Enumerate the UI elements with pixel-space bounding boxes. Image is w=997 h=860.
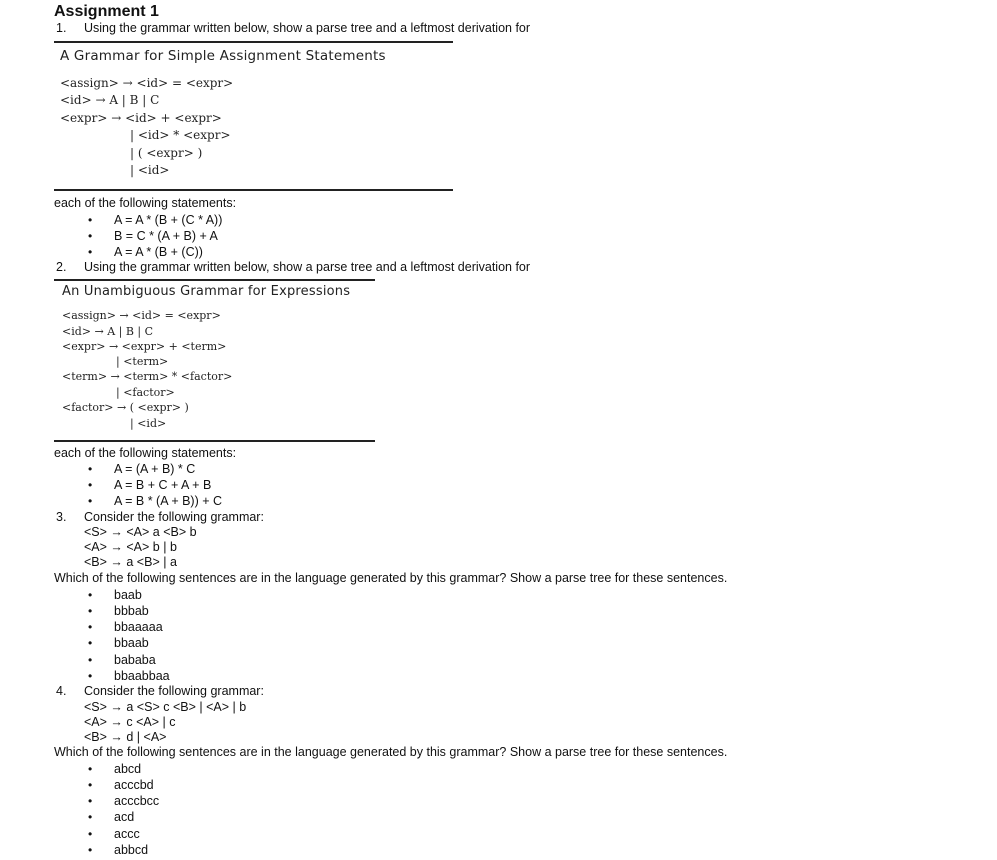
bullet: •	[88, 620, 93, 634]
q1-item: B = C * (A + B) + A	[114, 229, 218, 243]
q4-grammar-line: <B> → d | <A>	[84, 730, 167, 744]
q3-item: bbaab	[114, 636, 149, 650]
bullet: •	[88, 604, 93, 618]
q3-grammar-line: <A> → <A> b | b	[84, 540, 177, 554]
bullet: •	[88, 762, 93, 776]
bullet: •	[88, 588, 93, 602]
q1-grammar-line: | ( <expr> )	[130, 146, 203, 160]
bullet: •	[88, 229, 93, 243]
q4-question: Which of the following sentences are in the language generated by this grammar? Show a parse tree for these sentences.	[54, 745, 728, 759]
q4-item: abbcd	[114, 843, 149, 857]
bullet: •	[88, 778, 93, 792]
q2-grammar-line: <term> → <term> * <factor>	[62, 370, 233, 383]
bullet: •	[88, 794, 93, 808]
q1-grammar-line: <expr> → <id> + <expr>	[60, 111, 222, 125]
q1-grammar-line: | <id> * <expr>	[130, 128, 231, 142]
q3-item: bbaabbaa	[114, 669, 170, 683]
bullet: •	[88, 478, 93, 492]
q2-box-title: An Unambiguous Grammar for Expressions	[62, 284, 351, 299]
q4-grammar-line: <S> → a <S> c <B> | <A> | b	[84, 700, 247, 714]
q4-item: accc	[114, 827, 140, 841]
q3-question: Which of the following sentences are in the language generated by this grammar? Show a parse tree for these sentences.	[54, 571, 728, 585]
q2-grammar-line: <expr> → <expr> + <term>	[62, 340, 227, 353]
q3-grammar-line: <B> → a <B> | a	[84, 555, 177, 569]
bullet: •	[88, 636, 93, 650]
q2-grammar-line: | <id>	[130, 417, 167, 430]
bullet: •	[88, 494, 93, 508]
q4-item: abcd	[114, 762, 142, 776]
bullet: •	[88, 669, 93, 683]
q1-grammar-line: <id> → A | B | C	[60, 93, 160, 107]
q1-box-title: A Grammar for Simple Assignment Statements	[60, 48, 386, 64]
bullet: •	[88, 827, 93, 841]
q4-grammar-line: <A> → c <A> | c	[84, 715, 176, 729]
q2-grammar-line: <id> → A | B | C	[62, 325, 154, 338]
q1-box-top-rule	[54, 41, 453, 43]
bullet: •	[88, 843, 93, 857]
bullet: •	[88, 245, 93, 259]
q3-number: 3.	[56, 510, 67, 524]
q4-prompt: Consider the following grammar:	[84, 684, 264, 698]
page-title: Assignment 1	[54, 3, 159, 20]
q2-box-bottom-rule	[54, 440, 375, 442]
q1-prompt: Using the grammar written below, show a parse tree and a leftmost derivation for	[84, 21, 531, 35]
q1-box-bottom-rule	[54, 189, 453, 191]
q2-item: A = B + C + A + B	[114, 478, 212, 492]
q2-grammar-line: <factor> → ( <expr> )	[62, 401, 189, 414]
q4-number: 4.	[56, 684, 67, 698]
q1-item: A = A * (B + (C * A))	[114, 213, 223, 227]
q3-grammar-line: <S> → <A> a <B> b	[84, 525, 197, 539]
q2-item: A = (A + B) * C	[114, 462, 196, 476]
q1-grammar-line: | <id>	[130, 163, 170, 177]
q1-grammar-line: <assign> → <id> = <expr>	[60, 76, 234, 90]
bullet: •	[88, 213, 93, 227]
q3-item: bababa	[114, 653, 156, 667]
q3-prompt: Consider the following grammar:	[84, 510, 264, 524]
bullet: •	[88, 810, 93, 824]
q3-item: bbbab	[114, 604, 149, 618]
q4-item: acccbd	[114, 778, 154, 792]
q1-number: 1.	[56, 21, 67, 35]
q3-item: bbaaaaa	[114, 620, 163, 634]
q1-lead: each of the following statements:	[54, 196, 237, 210]
bullet: •	[88, 462, 93, 476]
bullet: •	[88, 653, 93, 667]
q2-number: 2.	[56, 260, 67, 274]
q2-grammar-line: | <term>	[116, 355, 169, 368]
q2-prompt: Using the grammar written below, show a parse tree and a leftmost derivation for	[84, 260, 531, 274]
q4-item: acd	[114, 810, 135, 824]
q1-item: A = A * (B + (C))	[114, 245, 203, 259]
q3-item: baab	[114, 588, 142, 602]
q4-item: acccbcc	[114, 794, 160, 808]
q2-grammar-line: | <factor>	[116, 386, 175, 399]
q2-item: A = B * (A + B)) + C	[114, 494, 223, 508]
q2-grammar-line: <assign> → <id> = <expr>	[62, 309, 221, 322]
q2-lead: each of the following statements:	[54, 446, 237, 460]
q2-box-top-rule	[54, 279, 375, 281]
